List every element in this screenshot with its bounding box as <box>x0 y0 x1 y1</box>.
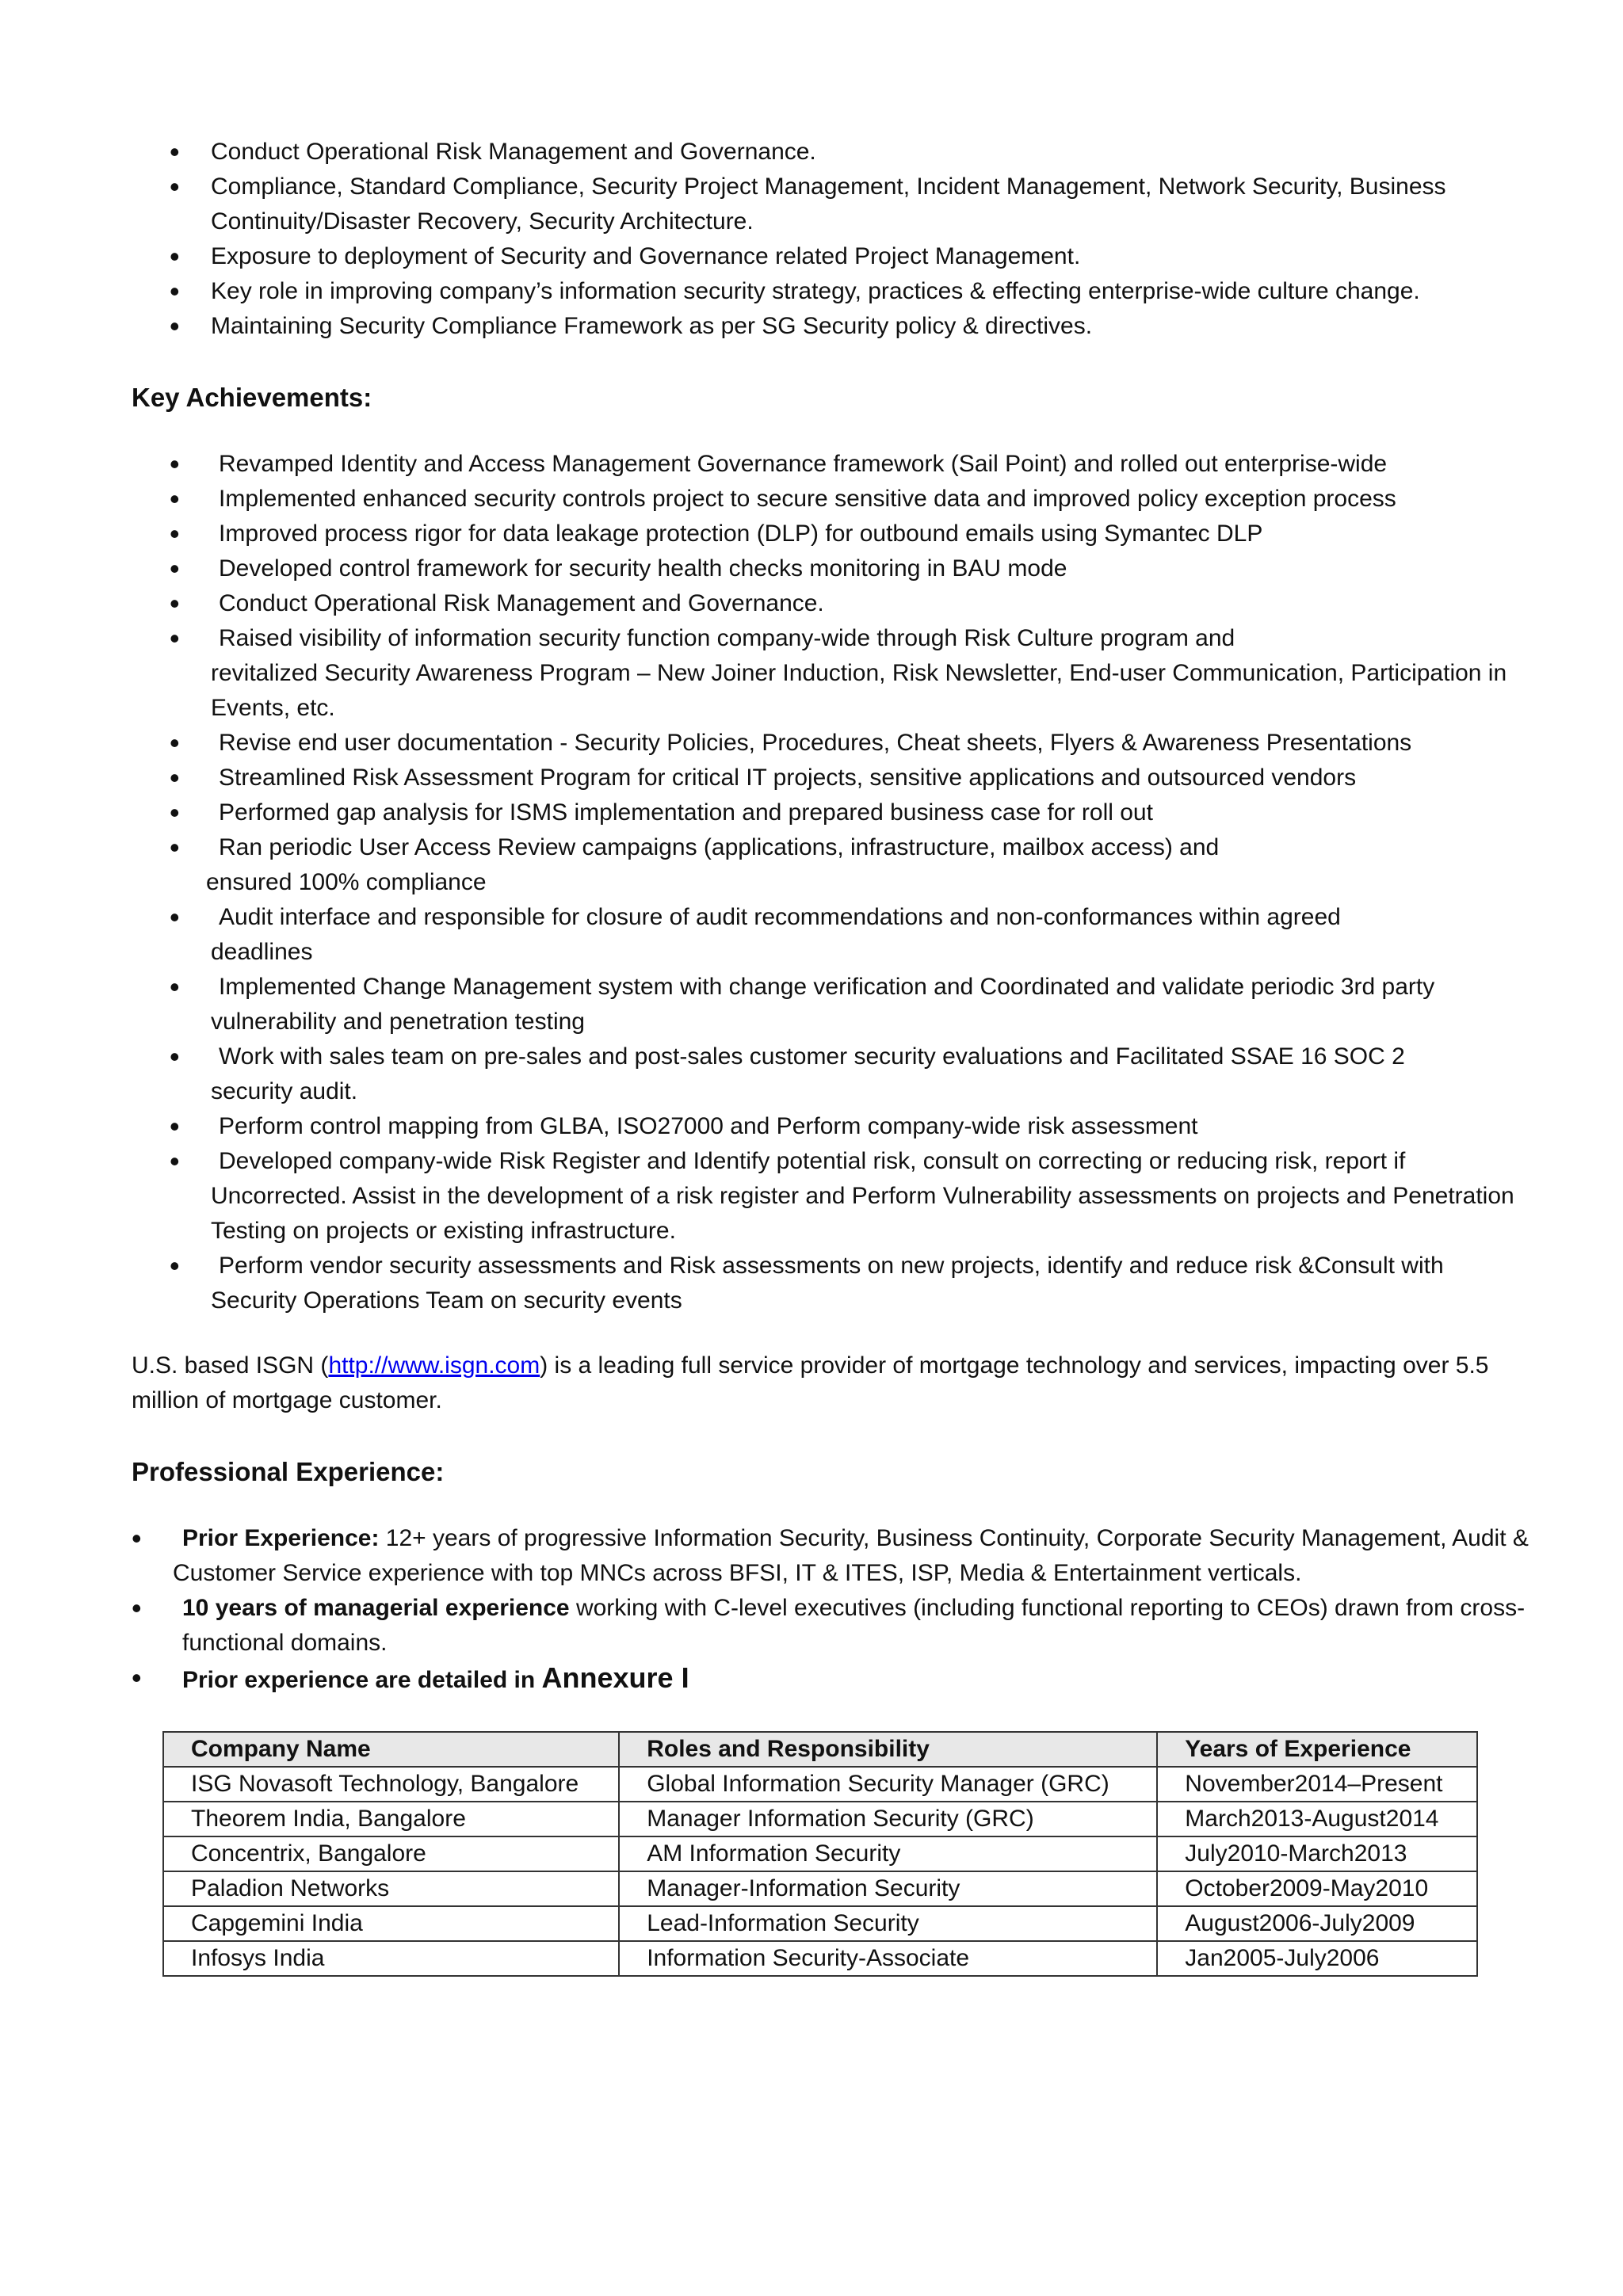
isgn-link[interactable]: http://www.isgn.com <box>328 1352 540 1379</box>
achievement-item: • Streamlined Risk Assessment Program for critical IT projects, sensitive applications and outsourced vendors <box>211 761 1526 795</box>
years-cell: July2010-March2013 <box>1157 1836 1477 1871</box>
role-cell: Manager Information Security (GRC) <box>619 1802 1157 1836</box>
table-row <box>163 1802 1477 1836</box>
duty-item: • Exposure to deployment of Security and Governance related Project Management. <box>211 239 1526 274</box>
company-cell: ISG Novasoft Technology, Bangalore <box>163 1767 619 1802</box>
role-cell: Manager-Information Security <box>619 1871 1157 1906</box>
achievement-item: • Conduct Operational Risk Management and Governance. <box>211 586 1526 621</box>
achievement-item: • Raised visibility of information security function company-wide through Risk Culture program and revitalized Security Awareness Program – New Joiner Induction, Risk Newsletter, End-user Communication, Participation in Events, etc. <box>211 621 1526 726</box>
table-row <box>163 1871 1477 1906</box>
achievement-item: • Audit interface and responsible for closure of audit recommendations and non-conformances within agreed deadlines <box>211 900 1526 970</box>
achievement-item: • Revise end user documentation - Security Policies, Procedures, Cheat sheets, Flyers & Awareness Presentations <box>211 726 1526 761</box>
achievements-list <box>206 447 1526 1318</box>
isgn-paragraph: U.S. based ISGN (http://www.isgn.com) is a leading full service provider of mortgage technology and services, impacting over 5.5 million of mortgage customer. <box>132 1352 1489 1413</box>
header-years: Years of Experience <box>1157 1732 1477 1767</box>
table-row <box>163 1906 1477 1941</box>
company-cell: Concentrix, Bangalore <box>163 1836 619 1871</box>
company-cell: Infosys India <box>163 1941 619 1976</box>
key-achievements-heading: Key Achievements: <box>132 383 372 412</box>
prior-experience-item: • Prior Experience: 12+ years of progressive Information Security, Business Continuity, Corporate Security Management, Audit & Customer Service experience with top MNCs across BFSI, IT & ITES, ISP, Media & Entertainment verticals. <box>173 1521 1536 1591</box>
years-cell: Jan2005-July2006 <box>1157 1941 1477 1976</box>
header-roles: Roles and Responsibility <box>619 1732 1157 1767</box>
years-cell: October2009-May2010 <box>1157 1871 1477 1906</box>
professional-experience-heading: Professional Experience: <box>132 1457 445 1486</box>
duty-item: • Key role in improving company’s information security strategy, practices & effecting enterprise-wide culture change. <box>211 274 1526 309</box>
table-header-row <box>163 1732 1477 1767</box>
years-cell: March2013-August2014 <box>1157 1802 1477 1836</box>
achievement-item: • Revamped Identity and Access Management Governance framework (Sail Point) and rolled out enterprise-wide <box>211 447 1526 482</box>
achievement-item: • Work with sales team on pre-sales and post-sales customer security evaluations and Facilitated SSAE 16 SOC 2 security audit. <box>211 1039 1526 1109</box>
duty-item: • Compliance, Standard Compliance, Security Project Management, Incident Management, Network Security, Business Continuity/Disaster Recovery, Security Architecture. <box>211 170 1526 239</box>
header-company: Company Name <box>163 1732 619 1767</box>
company-cell: Paladion Networks <box>163 1871 619 1906</box>
achievement-item: • Perform vendor security assessments and Risk assessments on new projects, identify and reduce risk &Consult with Security Operations Team on security events <box>211 1249 1526 1318</box>
role-cell: Global Information Security Manager (GRC) <box>619 1767 1157 1802</box>
achievement-item: • Improved process rigor for data leakage protection (DLP) for outbound emails using Symantec DLP <box>211 517 1526 551</box>
role-cell: AM Information Security <box>619 1836 1157 1871</box>
table-row <box>163 1836 1477 1871</box>
achievement-item: • Implemented Change Management system with change verification and Coordinated and validate periodic 3rd party vulnerability and penetration testing <box>211 970 1526 1039</box>
duty-item: • Maintaining Security Compliance Framework as per SG Security policy & directives. <box>211 309 1526 344</box>
achievement-item: • Perform control mapping from GLBA, ISO27000 and Perform company-wide risk assessment <box>211 1109 1526 1144</box>
achievement-item: • Developed control framework for security health checks monitoring in BAU mode <box>211 551 1526 586</box>
duties-list <box>211 135 1526 344</box>
achievement-item: • Ran periodic User Access Review campaigns (applications, infrastructure, mailbox access) and ensured 100% compliance <box>211 830 1526 900</box>
achievement-item: • Implemented enhanced security controls project to secure sensitive data and improved policy exception process <box>211 482 1526 517</box>
company-cell: Capgemini India <box>163 1906 619 1941</box>
experience-table <box>162 1731 1478 1977</box>
role-cell: Information Security-Associate <box>619 1941 1157 1976</box>
years-cell: November2014–Present <box>1157 1767 1477 1802</box>
table-row <box>163 1941 1477 1976</box>
managerial-experience-item: • 10 years of managerial experience working with C-level executives (including functional reporting to CEOs) drawn from cross-functional domains. <box>173 1591 1536 1661</box>
role-cell: Lead-Information Security <box>619 1906 1157 1941</box>
annexure-item: • Prior experience are detailed in Annexure I <box>173 1661 1536 1698</box>
company-cell: Theorem India, Bangalore <box>163 1802 619 1836</box>
table-row <box>163 1767 1477 1802</box>
annexure-name: Annexure I <box>541 1661 689 1694</box>
achievement-item: • Performed gap analysis for ISMS implementation and prepared business case for roll out <box>211 795 1526 830</box>
achievement-item: • Developed company-wide Risk Register and Identify potential risk, consult on correcting or reducing risk, report if Uncorrected. Assist in the development of a risk register and Perform Vulnerability assessments on projects and Penetration Testing on projects or existing infrastructure. <box>211 1144 1526 1249</box>
duty-item: • Conduct Operational Risk Management and Governance. <box>211 135 1526 170</box>
experience-list <box>173 1521 1536 1698</box>
years-cell: August2006-July2009 <box>1157 1906 1477 1941</box>
